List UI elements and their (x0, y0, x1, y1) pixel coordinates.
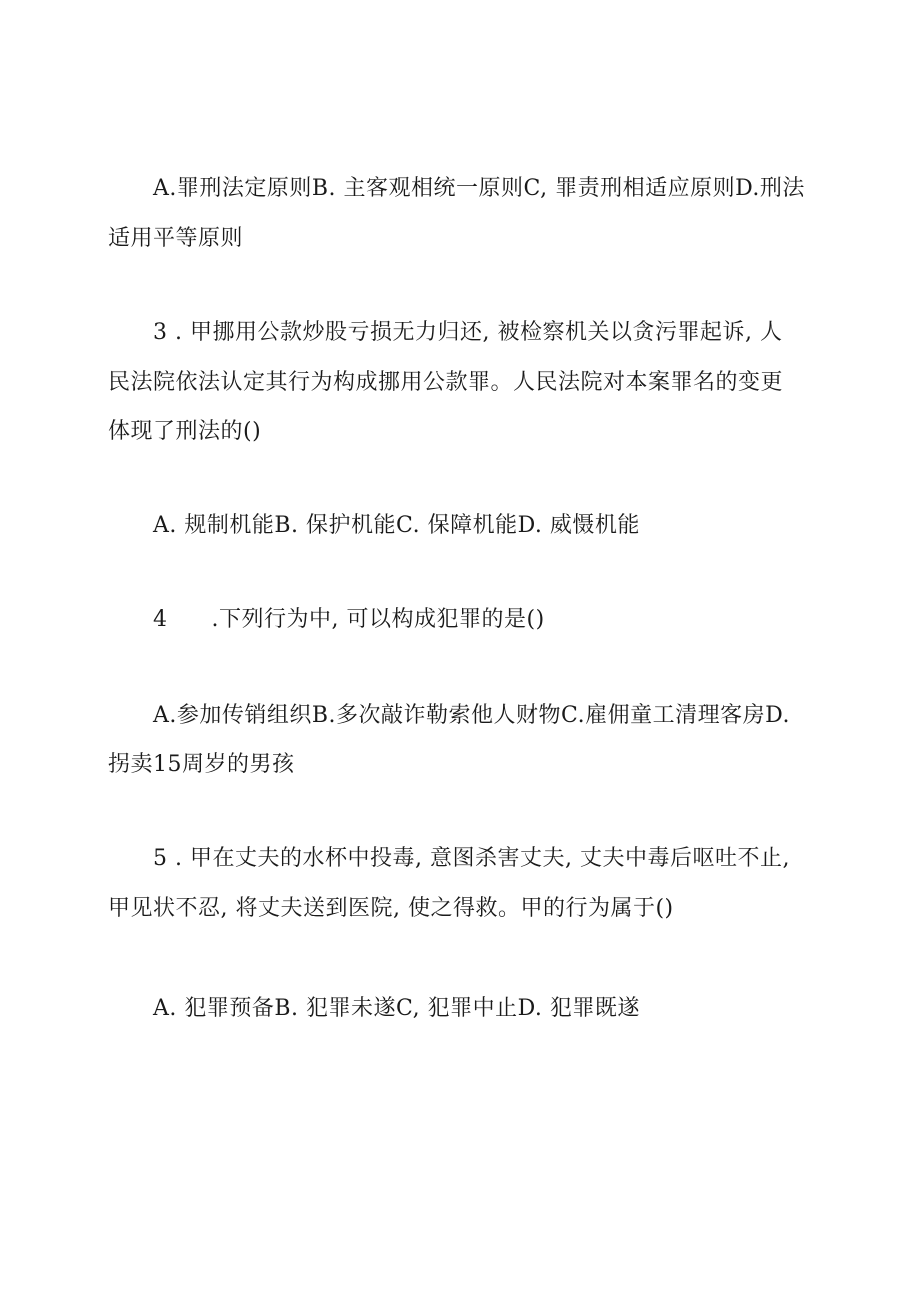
q4-number: 4 (153, 607, 168, 632)
q3-line-1: 3 . 甲挪用公款炒股亏损无力归还, 被检察机关以贪污罪起诉, 人 (153, 320, 783, 345)
q3-line-3: 体现了刑法的() (108, 419, 262, 444)
q4-options-line-2: 拐卖15周岁的男孩 (108, 752, 295, 777)
q5-options-line-1: A. 犯罪预备B. 犯罪未遂C, 犯罪中止D. 犯罪既遂 (153, 996, 640, 1021)
q3-line-2: 民法院依法认定其行为构成挪用公款罪。人民法院对本案罪名的变更 (108, 370, 784, 395)
q3-options-line-1: A. 规制机能B. 保护机能C. 保障机能D. 威慑机能 (153, 513, 640, 538)
q2-options-line-2: 适用平等原则 (108, 226, 244, 251)
q4-text: .下列行为中, 可以构成犯罪的是() (211, 607, 545, 632)
q2-options-line-1: A.罪刑法定原则B. 主客观相统一原则C, 罪责刑相适应原则D.刑法 (153, 176, 805, 201)
q4-line (153, 607, 545, 633)
q5-line-2: 甲见状不忍, 将丈夫送到医院, 使之得救。甲的行为属于() (108, 896, 674, 921)
q4-options-line-1: A.参加传销组织B.多次敲诈勒索他人财物C.雇佣童工清理客房D. (153, 703, 790, 728)
q5-line-1: 5 . 甲在丈夫的水杯中投毒, 意图杀害丈夫, 丈夫中毒后呕吐不止, (153, 846, 790, 871)
